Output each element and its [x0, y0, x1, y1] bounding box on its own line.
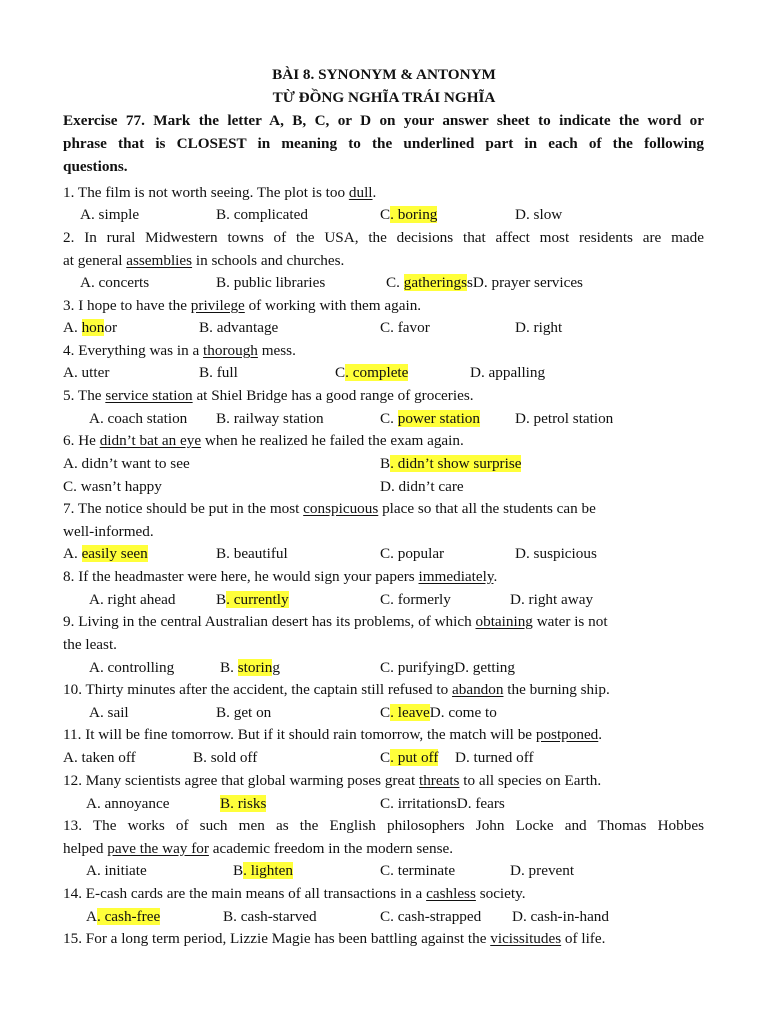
q13-option-b: B. lighten — [233, 862, 293, 879]
underlined-word: service station — [105, 387, 193, 404]
q9-option-a: A. controlling — [89, 659, 175, 676]
q6-option-c: C. wasn’t happy — [63, 478, 162, 495]
highlighted-answer: . didn’t show surprise — [390, 455, 522, 472]
q4-option-d: D. appalling — [470, 364, 546, 381]
q6-option-b: B. didn’t show surprise — [380, 455, 522, 472]
highlighted-answer: . cash-free — [96, 908, 161, 925]
highlighted-answer: B. risks — [220, 795, 267, 812]
q12-option-c-d: C. irritationsD. fears — [380, 795, 505, 812]
q7-option-c: C. popular — [380, 545, 445, 562]
question-6-stem: 6. He didn’t bat an eye when he realized he failed the exam again. — [63, 432, 464, 449]
highlighted-answer: storin — [237, 659, 273, 676]
question-2-stem-line-2: at general assemblies in schools and churches. — [63, 252, 345, 269]
q11-option-a: A. taken off — [63, 749, 136, 766]
highlighted-answer: . put off — [390, 749, 439, 766]
q3-option-d: D. right — [515, 319, 563, 336]
q5-option-c: C. power station — [380, 410, 480, 427]
question-11-stem: 11. It will be fine tomorrow. But if it should rain tomorrow, the match will be postponed. — [63, 726, 603, 743]
underlined-word: postponed — [535, 726, 599, 743]
q2-option-a: A. concerts — [80, 274, 150, 291]
lesson-title: BÀI 8. SYNONYM & ANTONYM — [272, 66, 496, 83]
q1-option-d: D. slow — [515, 206, 563, 223]
q8-option-a: A. right ahead — [89, 591, 176, 608]
highlighted-answer: gatherings — [403, 274, 467, 291]
highlighted-answer: . boring — [390, 206, 438, 223]
highlighted-answer: . currently — [226, 591, 289, 608]
q3-option-b: B. advantage — [199, 319, 279, 336]
q1-option-c: C. boring — [380, 206, 438, 223]
q8-option-c: C. formerly — [380, 591, 451, 608]
question-14-stem: 14. E-cash cards are the main means of all transactions in a cashless society. — [63, 885, 526, 902]
q3-option-a: A. honor — [63, 319, 117, 336]
q4-option-c: C. complete — [335, 364, 409, 381]
q7-option-d: D. suspicious — [515, 545, 597, 562]
q12-option-a: A. annoyance — [86, 795, 170, 812]
question-10-stem: 10. Thirty minutes after the accident, the captain still refused to abandon the burning ship. — [63, 681, 610, 698]
underlined-word: didn’t bat an eye — [99, 432, 202, 449]
question-7-stem-line-2: well-informed. — [63, 523, 154, 540]
q4-option-b: B. full — [199, 364, 238, 381]
q3-option-c: C. favor — [380, 319, 430, 336]
highlighted-answer: . lighten — [243, 862, 293, 879]
underlined-word: pave the way for — [107, 840, 209, 857]
q7-option-a: A. easily seen — [63, 545, 148, 562]
underlined-word: vicissitudes — [490, 930, 562, 947]
question-5-stem: 5. The service station at Shiel Bridge has a good range of groceries. — [63, 387, 474, 404]
highlighted-answer: power station — [397, 410, 480, 427]
q14-option-a: A. cash-free — [86, 908, 161, 925]
q11-option-d: D. turned off — [455, 749, 534, 766]
q10-option-b: B. get on — [216, 704, 272, 721]
question-3-stem: 3. I hope to have the privilege of working with them again. — [63, 297, 422, 314]
underlined-word: immediately — [418, 568, 494, 585]
question-7-stem-line-1: 7. The notice should be put in the most conspicuous place so that all the students can be — [63, 500, 596, 517]
highlighted-answer: hon — [81, 319, 105, 336]
q14-option-d: D. cash-in-hand — [512, 908, 609, 925]
q1-option-b: B. complicated — [216, 206, 308, 223]
underlined-word: cashless — [426, 885, 476, 902]
underlined-word: dull — [348, 184, 373, 201]
exercise-instruction-line-1: Exercise 77. Mark the letter A, B, C, or D on your answer sheet to indicate the word or — [63, 112, 704, 129]
q10-option-c-d: C. leaveD. come to — [380, 704, 497, 721]
question-15-stem: 15. For a long term period, Lizzie Magie has been battling against the vicissitudes of life. — [63, 930, 606, 947]
q11-option-c: C. put off — [380, 749, 439, 766]
q6-option-a: A. didn’t want to see — [63, 455, 190, 472]
q9-option-b: B. storing — [220, 659, 280, 676]
q2-option-c: C. gatheringssD. prayer services — [386, 274, 583, 291]
question-9-stem-line-1: 9. Living in the central Australian desert has its problems, of which obtaining water is not — [63, 613, 608, 630]
underlined-word: obtaining — [475, 613, 533, 630]
q5-option-b: B. railway station — [216, 410, 324, 427]
underlined-word: conspicuous — [303, 500, 379, 517]
q7-option-b: B. beautiful — [216, 545, 288, 562]
highlighted-answer: . leave — [390, 704, 430, 721]
question-13-stem-line-1: 13. The works of such men as the English philosophers John Locke and Thomas Hobbes — [63, 817, 704, 834]
underlined-word: privilege — [190, 297, 245, 314]
q13-option-c: C. terminate — [380, 862, 456, 879]
q5-option-a: A. coach station — [89, 410, 188, 427]
underlined-word: abandon — [452, 681, 504, 698]
q5-option-d: D. petrol station — [515, 410, 614, 427]
q2-option-b: B. public libraries — [216, 274, 326, 291]
underlined-word: thorough — [203, 342, 258, 359]
q4-option-a: A. utter — [63, 364, 110, 381]
q10-option-a: A. sail — [89, 704, 129, 721]
q8-option-d: D. right away — [510, 591, 594, 608]
question-13-stem-line-2: helped pave the way for academic freedom in the modern sense. — [63, 840, 454, 857]
q14-option-c: C. cash-strapped — [380, 908, 482, 925]
highlighted-answer: . complete — [345, 364, 409, 381]
q12-option-b — [220, 795, 266, 813]
question-8-stem: 8. If the headmaster were here, he would sign your papers immediately. — [63, 568, 498, 585]
question-4-stem: 4. Everything was in a thorough mess. — [63, 342, 296, 359]
question-2-stem-line-1: 2. In rural Midwestern towns of the USA, the decisions that affect most residents are made — [63, 229, 704, 246]
underlined-word: threats — [418, 772, 460, 789]
question-12-stem: 12. Many scientists agree that global warming poses great threats to all species on Earth. — [63, 772, 602, 789]
exercise-instruction-line-2: phrase that is CLOSEST in meaning to the underlined part in each of the following — [63, 135, 704, 152]
q13-option-a: A. initiate — [86, 862, 147, 879]
q13-option-d: D. prevent — [510, 862, 575, 879]
highlighted-answer: easily seen — [81, 545, 148, 562]
q11-option-b: B. sold off — [193, 749, 258, 766]
q1-option-a: A. simple — [80, 206, 140, 223]
question-1-stem: 1. The film is not worth seeing. The plot is too dull. — [63, 184, 377, 201]
question-9-stem-line-2: the least. — [63, 636, 117, 653]
q9-option-c-d: C. purifyingD. getting — [380, 659, 515, 676]
q8-option-b: B. currently — [216, 591, 289, 608]
lesson-subtitle: TỪ ĐỒNG NGHĨA TRÁI NGHĨA — [272, 89, 496, 106]
q14-option-b: B. cash-starved — [223, 908, 317, 925]
exercise-instruction-line-3: questions. — [63, 158, 128, 175]
q6-option-d: D. didn’t care — [380, 478, 464, 495]
underlined-word: assemblies — [126, 252, 193, 269]
